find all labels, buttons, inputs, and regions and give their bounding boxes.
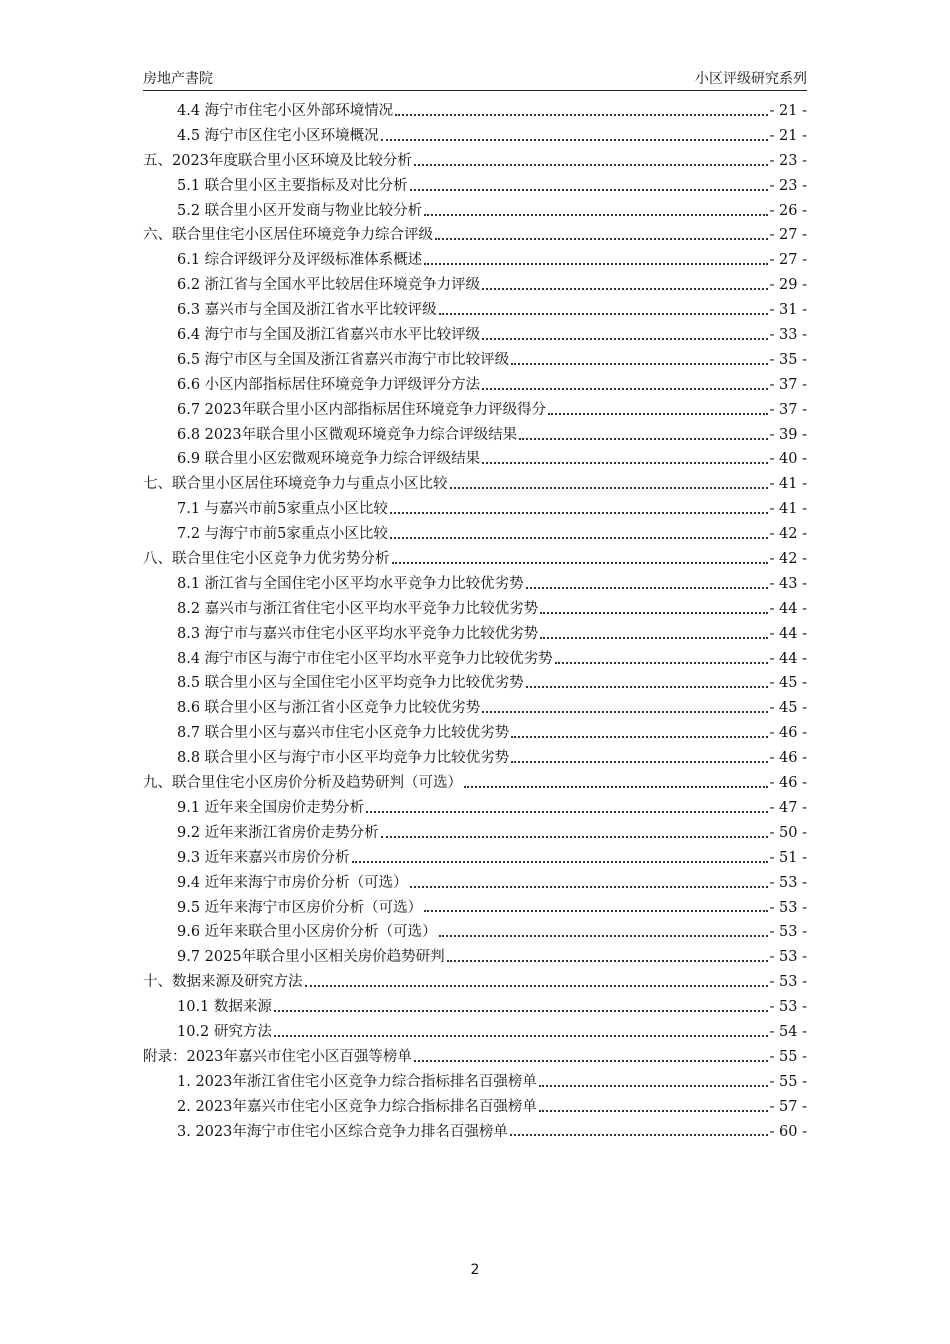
header-publisher: 房地产書院	[143, 71, 213, 87]
dot-leader	[366, 810, 767, 813]
toc-entry-page: - 33 -	[769, 327, 807, 344]
toc-entry-title: 八、联合里住宅小区竞争力优劣势分析	[143, 551, 390, 568]
toc-section-entry[interactable]	[143, 572, 807, 597]
toc-section-entry[interactable]	[143, 945, 807, 970]
dot-leader	[519, 437, 767, 440]
dot-leader	[526, 685, 768, 688]
toc-section-entry[interactable]	[143, 174, 807, 199]
toc-section-entry[interactable]	[143, 995, 807, 1020]
toc-section-entry[interactable]	[143, 871, 807, 896]
toc-entry-title: 六、联合里住宅小区居住环境竞争力综合评级	[143, 227, 433, 244]
toc-entry-title: 七、联合里小区居住环境竞争力与重点小区比较	[143, 476, 448, 493]
toc-section-entry[interactable]	[143, 522, 807, 547]
toc-entry-title: 9.6 近年来联合里小区房价分析（可选）	[177, 924, 437, 941]
toc-entry-title: 2. 2023年嘉兴市住宅小区竞争力综合指标排名百强榜单	[177, 1098, 537, 1115]
toc-chapter-entry[interactable]	[143, 472, 807, 497]
dot-leader	[539, 1084, 768, 1087]
dot-leader	[548, 412, 767, 415]
toc-chapter-entry[interactable]	[143, 970, 807, 995]
dot-leader	[511, 362, 767, 365]
page-header	[143, 68, 807, 91]
toc-entry-page: - 50 -	[769, 824, 807, 841]
toc-entry-page: - 42 -	[769, 551, 807, 568]
toc-section-entry[interactable]	[143, 796, 807, 821]
dot-leader	[439, 312, 768, 315]
toc-section-entry[interactable]	[143, 273, 807, 298]
dot-leader	[439, 934, 768, 937]
toc-entry-title: 4.5 海宁市区住宅小区环境概况	[177, 127, 379, 144]
toc-entry-page: - 31 -	[769, 302, 807, 319]
toc-entry-page: - 26 -	[769, 202, 807, 219]
dot-leader	[511, 760, 767, 763]
toc-entry-title: 3. 2023年海宁市住宅小区综合竞争力排名百强榜单	[177, 1123, 508, 1140]
toc-entry-page: - 42 -	[769, 526, 807, 543]
header-series-title: 小区评级研究系列	[695, 71, 807, 87]
toc-section-entry[interactable]	[143, 99, 807, 124]
dot-leader	[414, 163, 768, 166]
toc-section-entry[interactable]	[143, 124, 807, 149]
toc-section-entry[interactable]	[143, 373, 807, 398]
toc-section-entry[interactable]	[143, 348, 807, 373]
toc-entry-page: - 55 -	[769, 1048, 807, 1065]
toc-entry-page: - 41 -	[769, 476, 807, 493]
toc-entry-page: - 23 -	[769, 177, 807, 194]
dot-leader	[482, 461, 767, 464]
toc-entry-title: 10.2 研究方法	[177, 1023, 272, 1040]
toc-entry-page: - 46 -	[769, 725, 807, 742]
toc-section-entry[interactable]	[143, 821, 807, 846]
toc-chapter-entry[interactable]	[143, 223, 807, 248]
toc-entry-page: - 41 -	[769, 501, 807, 518]
toc-entry-page: - 46 -	[769, 775, 807, 792]
dot-leader	[540, 636, 767, 639]
toc-section-entry[interactable]	[143, 647, 807, 672]
dot-leader	[410, 885, 768, 888]
toc-entry-page: - 53 -	[769, 974, 807, 991]
toc-entry-title: 6.6 小区内部指标居住环境竞争力评级评分方法	[177, 376, 481, 393]
toc-entry-page: - 37 -	[769, 376, 807, 393]
toc-entry-page: - 45 -	[769, 700, 807, 717]
toc-entry-page: - 53 -	[769, 949, 807, 966]
toc-section-entry[interactable]	[143, 1095, 807, 1120]
dot-leader	[482, 337, 767, 340]
toc-section-entry[interactable]	[143, 298, 807, 323]
toc-entry-title: 8.5 联合里小区与全国住宅小区平均竞争力比较优劣势	[177, 675, 524, 692]
toc-entry-title: 8.3 海宁市与嘉兴市住宅小区平均水平竞争力比较优劣势	[177, 625, 539, 642]
toc-entry-title: 9.3 近年来嘉兴市房价分析	[177, 849, 350, 866]
toc-chapter-entry[interactable]	[143, 547, 807, 572]
toc-section-entry[interactable]	[143, 920, 807, 945]
dot-leader	[392, 561, 768, 564]
toc-section-entry[interactable]	[143, 622, 807, 647]
toc-chapter-entry[interactable]	[143, 149, 807, 174]
toc-section-entry[interactable]	[143, 497, 807, 522]
toc-entry-page: - 43 -	[769, 575, 807, 592]
toc-entry-title: 8.1 浙江省与全国住宅小区平均水平竞争力比较优劣势	[177, 575, 524, 592]
toc-entry-title: 6.2 浙江省与全国水平比较居住环境竞争力评级	[177, 277, 481, 294]
toc-entry-page: - 44 -	[769, 650, 807, 667]
toc-entry-title: 7.2 与海宁市前5家重点小区比较	[177, 526, 388, 543]
toc-section-entry[interactable]	[143, 896, 807, 921]
dot-leader	[539, 1109, 768, 1112]
dot-leader	[482, 287, 767, 290]
toc-entry-title: 十、数据来源及研究方法	[143, 974, 303, 991]
dot-leader	[424, 213, 767, 216]
dot-leader	[511, 735, 767, 738]
toc-entry-title: 8.8 联合里小区与海宁市小区平均竞争力比较优劣势	[177, 750, 510, 767]
toc-entry-page: - 27 -	[769, 227, 807, 244]
toc-entry-title: 6.3 嘉兴市与全国及浙江省水平比较评级	[177, 302, 437, 319]
toc-entry-title: 7.1 与嘉兴市前5家重点小区比较	[177, 501, 388, 518]
page-number: 2	[470, 1262, 480, 1278]
toc-entry-title: 五、2023年度联合里小区环境及比较分析	[143, 152, 412, 169]
toc-entry-page: - 44 -	[769, 625, 807, 642]
dot-leader	[395, 113, 767, 116]
toc-entry-page: - 54 -	[769, 1023, 807, 1040]
toc-section-entry[interactable]	[143, 248, 807, 273]
toc-entry-page: - 53 -	[769, 999, 807, 1016]
toc-entry-title: 10.1 数据来源	[177, 999, 272, 1016]
table-of-contents	[143, 99, 807, 1144]
toc-chapter-entry[interactable]	[143, 771, 807, 796]
toc-entry-page: - 37 -	[769, 401, 807, 418]
toc-entry-page: - 39 -	[769, 426, 807, 443]
toc-entry-title: 4.4 海宁市住宅小区外部环境情况	[177, 103, 394, 119]
toc-section-entry[interactable]	[143, 1120, 807, 1145]
dot-leader	[482, 710, 767, 713]
toc-section-entry[interactable]	[143, 746, 807, 771]
toc-section-entry[interactable]	[143, 597, 807, 622]
toc-entry-title: 9.7 2025年联合里小区相关房价趋势研判	[177, 949, 445, 966]
toc-entry-page: - 45 -	[769, 675, 807, 692]
dot-leader	[450, 486, 768, 489]
toc-entry-page: - 21 -	[769, 127, 807, 144]
toc-entry-title: 6.8 2023年联合里小区微观环境竞争力综合评级结果	[177, 426, 518, 443]
toc-entry-title: 5.1 联合里小区主要指标及对比分析	[177, 177, 408, 194]
toc-section-entry[interactable]	[143, 423, 807, 448]
toc-section-entry[interactable]	[143, 696, 807, 721]
toc-entry-page: - 57 -	[769, 1098, 807, 1115]
dot-leader	[510, 1133, 768, 1136]
toc-entry-title: 6.5 海宁市区与全国及浙江省嘉兴市海宁市比较评级	[177, 351, 510, 368]
toc-section-entry[interactable]	[143, 1020, 807, 1045]
dot-leader	[381, 138, 768, 141]
toc-entry-title: 6.1 综合评级评分及评级标准体系概述	[177, 252, 423, 269]
dot-leader	[482, 387, 767, 390]
dot-leader	[410, 188, 768, 191]
toc-entry-title: 9.5 近年来海宁市区房价分析（可选）	[177, 899, 423, 916]
dot-leader	[447, 959, 768, 962]
toc-entry-title: 8.2 嘉兴市与浙江省住宅小区平均水平竞争力比较优劣势	[177, 600, 539, 617]
toc-entry-page: - 53 -	[769, 874, 807, 891]
toc-entry-page: - 60 -	[769, 1123, 807, 1140]
toc-entry-title: 9.2 近年来浙江省房价走势分析	[177, 824, 379, 841]
toc-section-entry[interactable]	[143, 398, 807, 423]
toc-entry-title: 5.2 联合里小区开发商与物业比较分析	[177, 202, 423, 219]
toc-entry-page: - 55 -	[769, 1073, 807, 1090]
dot-leader	[414, 1059, 768, 1062]
toc-entry-title: 6.9 联合里小区宏微观环境竞争力综合评级结果	[177, 451, 481, 468]
dot-leader	[381, 835, 768, 838]
dot-leader	[435, 237, 768, 240]
toc-entry-title: 1. 2023年浙江省住宅小区竞争力综合指标排名百强榜单	[177, 1073, 537, 1090]
toc-entry-page: - 27 -	[769, 252, 807, 269]
toc-chapter-entry[interactable]	[143, 1045, 807, 1070]
dot-leader	[424, 262, 767, 265]
toc-entry-page: - 29 -	[769, 277, 807, 294]
toc-section-entry[interactable]	[143, 447, 807, 472]
toc-entry-title: 8.7 联合里小区与嘉兴市住宅小区竞争力比较优劣势	[177, 725, 510, 742]
toc-entry-title: 九、联合里住宅小区房价分析及趋势研判（可选）	[143, 775, 462, 792]
toc-entry-page: - 40 -	[769, 451, 807, 468]
toc-entry-title: 8.6 联合里小区与浙江省小区竞争力比较优劣势	[177, 700, 481, 717]
toc-entry-page: - 46 -	[769, 750, 807, 767]
toc-entry-title: 6.7 2023年联合里小区内部指标居住环境竞争力评级得分	[177, 401, 547, 418]
dot-leader	[274, 1034, 768, 1037]
toc-entry-title: 9.4 近年来海宁市房价分析（可选）	[177, 874, 408, 891]
toc-entry-page: - 53 -	[769, 899, 807, 916]
toc-entry-page: - 35 -	[769, 351, 807, 368]
toc-section-entry[interactable]	[143, 1070, 807, 1095]
dot-leader	[540, 611, 767, 614]
dot-leader	[274, 1009, 768, 1012]
toc-section-entry[interactable]	[143, 846, 807, 871]
toc-entry-page: - 44 -	[769, 600, 807, 617]
toc-entry-title: 9.1 近年来全国房价走势分析	[177, 799, 365, 816]
toc-entry-page: - 53 -	[769, 924, 807, 941]
toc-section-entry[interactable]	[143, 721, 807, 746]
dot-leader	[464, 785, 768, 788]
dot-leader	[424, 909, 767, 912]
toc-entry-page: - 51 -	[769, 849, 807, 866]
toc-entry-page: - 21 -	[769, 103, 807, 119]
dot-leader	[305, 984, 768, 987]
dot-leader	[390, 511, 768, 514]
toc-section-entry[interactable]	[143, 323, 807, 348]
toc-entry-page: - 23 -	[769, 152, 807, 169]
dot-leader	[352, 860, 768, 863]
dot-leader	[526, 586, 768, 589]
dot-leader	[390, 536, 768, 539]
toc-entry-title: 8.4 海宁市区与海宁市住宅小区平均水平竞争力比较优劣势	[177, 650, 553, 667]
toc-section-entry[interactable]	[143, 671, 807, 696]
dot-leader	[555, 661, 768, 664]
toc-section-entry[interactable]	[143, 199, 807, 224]
toc-entry-title: 6.4 海宁市与全国及浙江省嘉兴市水平比较评级	[177, 327, 481, 344]
toc-entry-page: - 47 -	[769, 799, 807, 816]
toc-entry-title: 附录：2023年嘉兴市住宅小区百强等榜单	[143, 1048, 412, 1065]
